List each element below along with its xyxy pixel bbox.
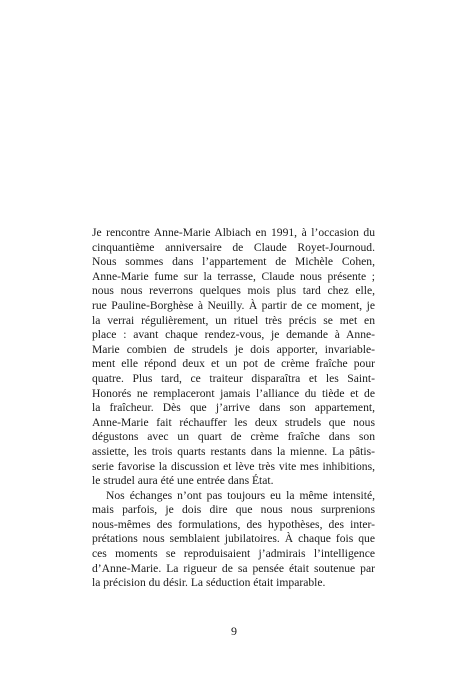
paragraph-1 (92, 226, 375, 489)
text-line: ment elle répond deux et un pot de crème fraîche pour (92, 357, 375, 371)
text-line: cinquantième anniversaire de Claude Royet-Journoud. (92, 240, 375, 254)
text-line: d’Anne-Marie. La rigueur de sa pensée était soutenue par (92, 561, 375, 575)
text-line: assiette, les trois quarts restants dans la mienne. La pâtis- (92, 444, 375, 458)
text-line: Marie combien de strudels je dois apporter, invariable- (92, 342, 375, 356)
text-line: Nos échanges n’ont pas toujours eu la même intensité, (106, 488, 375, 502)
text-line: ces moments se reproduisaient j’admirais l’intelligence (92, 547, 375, 561)
text-line: serie favorise la discussion et lève très vite mes inhibitions, (92, 459, 375, 473)
text-line: rue Pauline-Borghèse à Neuilly. À partir de ce moment, je (92, 298, 375, 312)
text-line: nous nous reverrons quelques mois plus tard chez elle, (92, 284, 375, 298)
text-line: la verrai régulièrement, un rituel très précis se met en (92, 313, 375, 327)
text-line: Anne-Marie fait réchauffer les deux strudels que nous (92, 415, 375, 429)
text-line: nous-mêmes des formulations, des hypothèses, des inter- (92, 517, 375, 531)
body-text (92, 226, 375, 591)
text-line: Anne-Marie fume sur la terrasse, Claude nous présente ; (92, 269, 375, 283)
paragraph-2 (92, 489, 375, 591)
text-line: place : avant chaque rendez-vous, je demande à Anne- (92, 328, 375, 342)
text-line: le strudel aura été une entrée dans État. (92, 474, 274, 488)
text-line: quatre. Plus tard, ce traiteur disparaîtra et les Saint- (92, 371, 375, 385)
text-line: prétations nous semblaient jubilatoires. À chaque fois que (92, 532, 375, 546)
text-line: Nous sommes dans l’appartement de Michèle Cohen, (92, 255, 375, 269)
text-line: Honorés ne remplaceront jamais l’alliance du tiède et de (92, 386, 375, 400)
text-line: la fraîcheur. Dès que j’arrive dans son appartement, (92, 401, 375, 415)
text-line: dégustons avec un quart de crème fraîche dans son (92, 430, 375, 444)
text-line: mais parfois, je dois dire que nous nous surprenions (92, 503, 375, 517)
page-number: 9 (231, 624, 237, 638)
text-line: Je rencontre Anne-Marie Albiach en 1991, à l’occasion du (92, 226, 375, 239)
text-line: la précision du désir. La séduction était imparable. (92, 576, 326, 590)
